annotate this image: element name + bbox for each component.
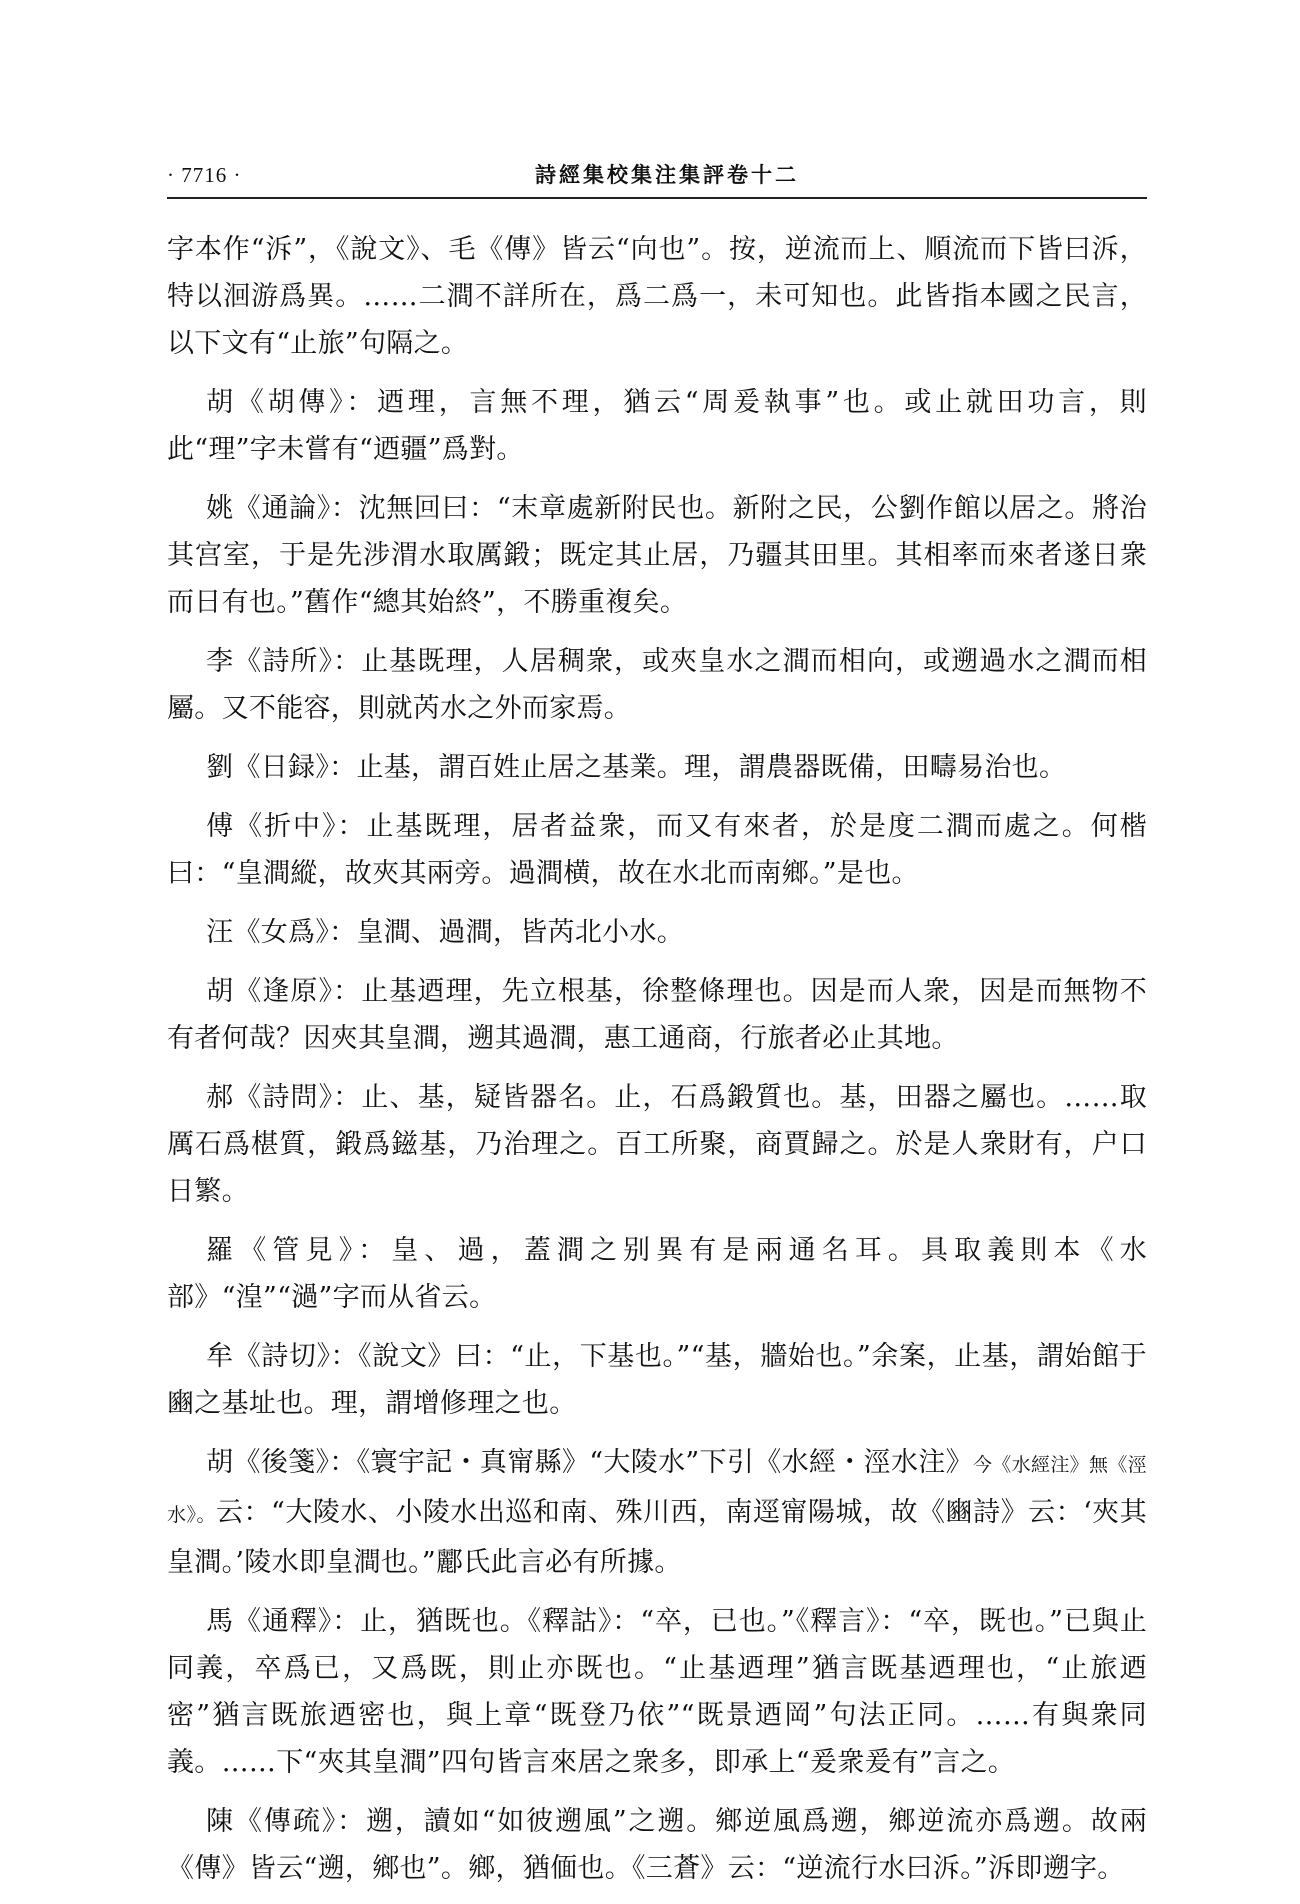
paragraph-ma-tongshi: 馬《通釋》：止，猶既也。《釋詁》：“卒，已也。”《釋言》：“卒，既也。”已與止同義，卒爲已，又爲既，則止亦既也。“止基迺理”猶言既基迺理也，“止旅迺密”猶言既旅迺密也，與上章“既登乃依”“既景迺岡”句法正同。……有與衆同義。……下“夾其皇澗”四句皆言來居之衆多，即承上“爰衆爰有”言之。 xyxy=(167,1606,1147,1778)
paragraph-continued: 字本作“泝”，《說文》、毛《傳》皆云“向也”。按，逆流而上、順流而下皆曰泝，特以洄游爲異。……二澗不詳所在，爲二爲一，未可知也。此皆指本國之民言，以下文有“止旅”句隔之。 xyxy=(167,234,1147,359)
paragraph-luo-guanjian: 羅《管見》：皇、過，蓋澗之别異有是兩通名耳。具取義則本《水部》“湟”“濄”字而从省云。 xyxy=(167,1235,1147,1313)
paragraph-hao-shiwen: 郝《詩問》：止、基，疑皆器名。止，石爲鍛質也。基，田器之屬也。……取厲石爲椹質，鍛爲鎡基，乃治理之。百工所聚，商賈歸之。於是人衆財有，户口日繁。 xyxy=(167,1082,1147,1207)
paragraph-hu-hu-zhuan: 胡《胡傳》：迺理，言無不理，猶云“周爰執事”也。或止就田功言，則此“理”字未嘗有“迺疆”爲對。 xyxy=(167,387,1147,465)
paragraph-main-text: 胡《後箋》：《寰宇記・真甯縣》“大陵水”下引《水經・涇水注》 xyxy=(206,1447,973,1478)
paragraph-fu-zhezhong: 傅《折中》：止基既理，居者益衆，而又有來者，於是度二澗而處之。何楷曰：“皇澗縱，故夾其兩旁。過澗横，故在水北而南鄉。”是也。 xyxy=(167,811,1147,889)
book-title: 詩經集校集注集評卷十二 xyxy=(535,163,799,187)
inline-annotation: 今《水經注》無《涇水》。 xyxy=(167,1454,1147,1526)
page-number: · 7716 · xyxy=(167,163,242,187)
paragraph-li-shisuo: 李《詩所》：止基既理，人居稠衆，或夾皇水之澗而相向，或遡過水之澗而相屬。又不能容，則就芮水之外而家焉。 xyxy=(167,646,1147,724)
body-text xyxy=(167,226,1147,1904)
paragraph-wang-nuwei: 汪《女爲》：皇澗、過澗，皆芮北小水。 xyxy=(206,917,685,948)
paragraph-chen-chuanshu: 陳《傳疏》：遡，讀如“如彼遡風”之遡。鄉逆風爲遡，鄉逆流亦爲遡。故兩《傳》皆云“遡，鄉也”。鄉，猶偭也。《三蒼》云：“逆流行水曰泝。”泝即遡字。 xyxy=(167,1806,1147,1884)
paragraph-yao-tonglun: 姚《通論》：沈無回曰：“末章處新附民也。新附之民，公劉作館以居之。將治其宫室，于是先涉渭水取厲鍛；既定其止居，乃疆其田里。其相率而來者遂日衆而日有也。”舊作“總其始終”，不勝重複矣。 xyxy=(167,493,1147,618)
header-rule xyxy=(167,197,1147,199)
paragraph-hu-houjian xyxy=(167,1439,1147,1586)
paragraph-hu-fengyuan: 胡《逢原》：止基迺理，先立根基，徐整條理也。因是而人衆，因是而無物不有者何哉？因夾其皇澗，遡其過澗，惠工通商，行旅者必止其地。 xyxy=(167,976,1147,1054)
paragraph-mou-shiqie: 牟《詩切》：《說文》曰：“止，下基也。”“基，牆始也。”余案，止基，謂始館于豳之基址也。理，謂增修理之也。 xyxy=(167,1341,1147,1419)
paragraph-liu-rilu: 劉《日録》：止基，謂百姓止居之基業。理，謂農器既備，田疇易治也。 xyxy=(206,752,1067,783)
paragraph-tail-text: 云：“大陵水、小陵水出巡和南、殊川西，南逕甯陽城，故《豳詩》云：‘夾其皇澗。’陵水即皇澗也。”酈氏此言必有所據。 xyxy=(167,1497,1147,1578)
running-head xyxy=(167,160,1147,196)
